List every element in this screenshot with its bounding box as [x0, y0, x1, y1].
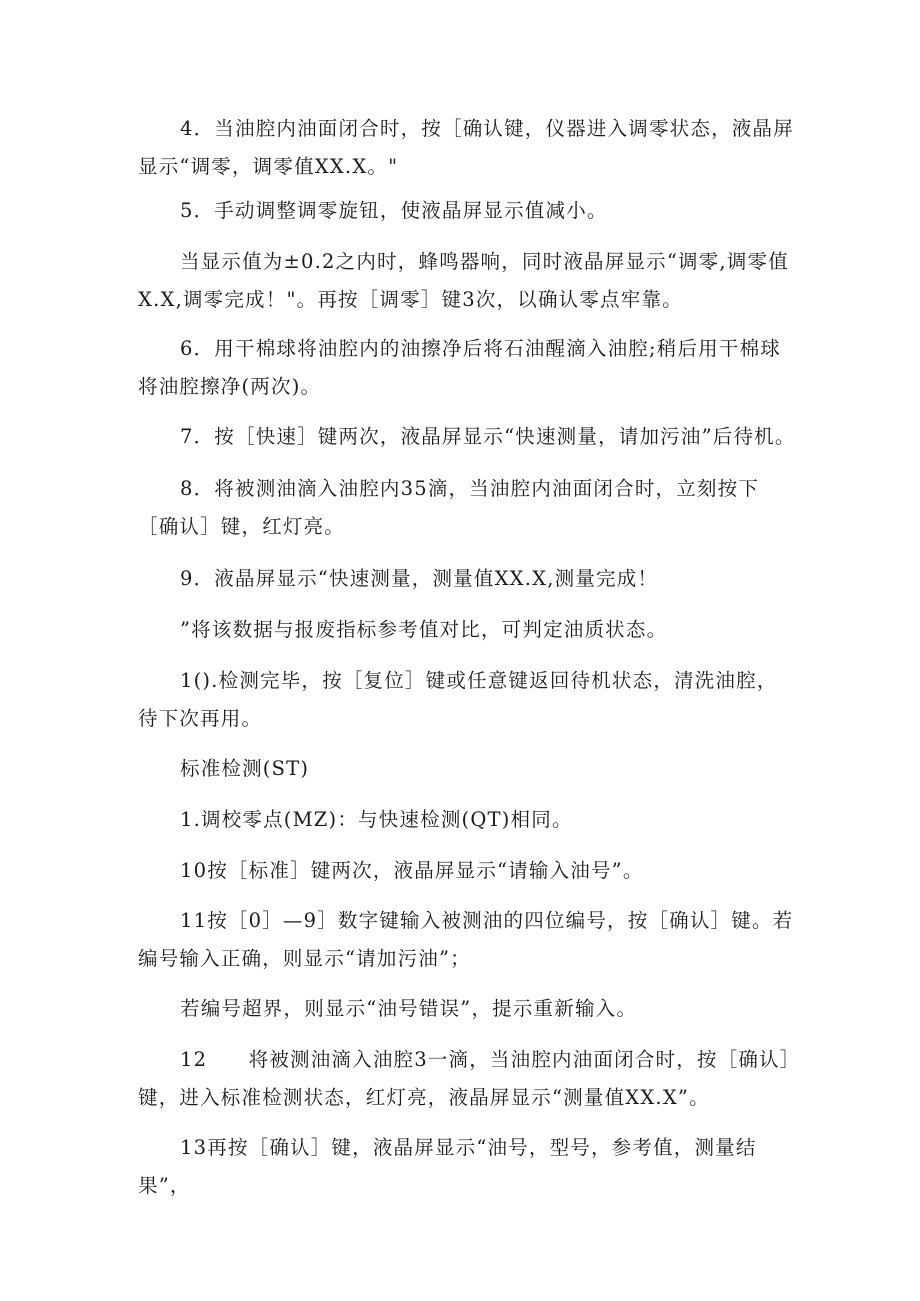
paragraph-step-13: 13再按［确认］键，液晶屏显示“油号，型号，参考值，测量结果”， [138, 1136, 757, 1197]
paragraph-step-10-standard: 10按［标准］键两次，液晶屏显示“请输入油号”。 [180, 859, 644, 882]
paragraph-step-4: 4．当油腔内油面闭合时，按［确认键，仪器进入调零状态，液晶屏显示“调零，调零值XX.X。" [138, 117, 794, 178]
paragraph-calibrate-zero: 1.调校零点(MZ)：与快速检测(QT)相同。 [180, 808, 573, 831]
paragraph-step-8: 8．将被测油滴入油腔内35滴，当油腔内油面闭合时，立刻按下［确认］键，红灯亮。 [138, 477, 760, 538]
paragraph-step-10: 1().检测完毕，按［复位］键或任意键返回待机状态，清洗油腔，待下次再用。 [138, 669, 778, 730]
paragraph-step-5: 5．手动调整调零旋钮，使液晶屏显示值减小。 [180, 199, 608, 222]
paragraph-compare-result: ”将该数据与报废指标参考值对比，可判定油质状态。 [180, 618, 668, 641]
section-heading-standard-test: 标准检测(ST) [180, 757, 310, 780]
paragraph-step-9: 9．液晶屏显示“快速测量，测量值XX.X,测量完成！ [180, 567, 659, 590]
paragraph-step-11: 11按［0］—9］数字键输入被测油的四位编号，按［确认］键。若编号输入正确，则显示“请加污油”； [138, 909, 794, 970]
paragraph-number-out-of-range: 若编号超界，则显示“油号错误”，提示重新输入。 [180, 997, 638, 1020]
paragraph-step-6: 6．用干棉球将油腔内的油擦净后将石油醒滴入油腔;稍后用干棉球将油腔擦净(两次)。 [138, 337, 781, 398]
paragraph-step-12: 12 将被测油滴入油腔3一滴，当油腔内油面闭合时，按［确认］键，进入标准检测状态，红灯亮，液晶屏显示“测量值XX.X”。 [138, 1048, 791, 1109]
paragraph-step-7: 7．按［快速］键两次，液晶屏显示“快速测量，请加污油”后待机。 [180, 425, 796, 448]
paragraph-zero-complete: 当显示值为±0.2之内时，蜂鸣器响，同时液晶屏显示“调零,调零值X.X,调零完成！"。再按［调零］键3次，以确认零点牢靠。 [138, 250, 789, 311]
